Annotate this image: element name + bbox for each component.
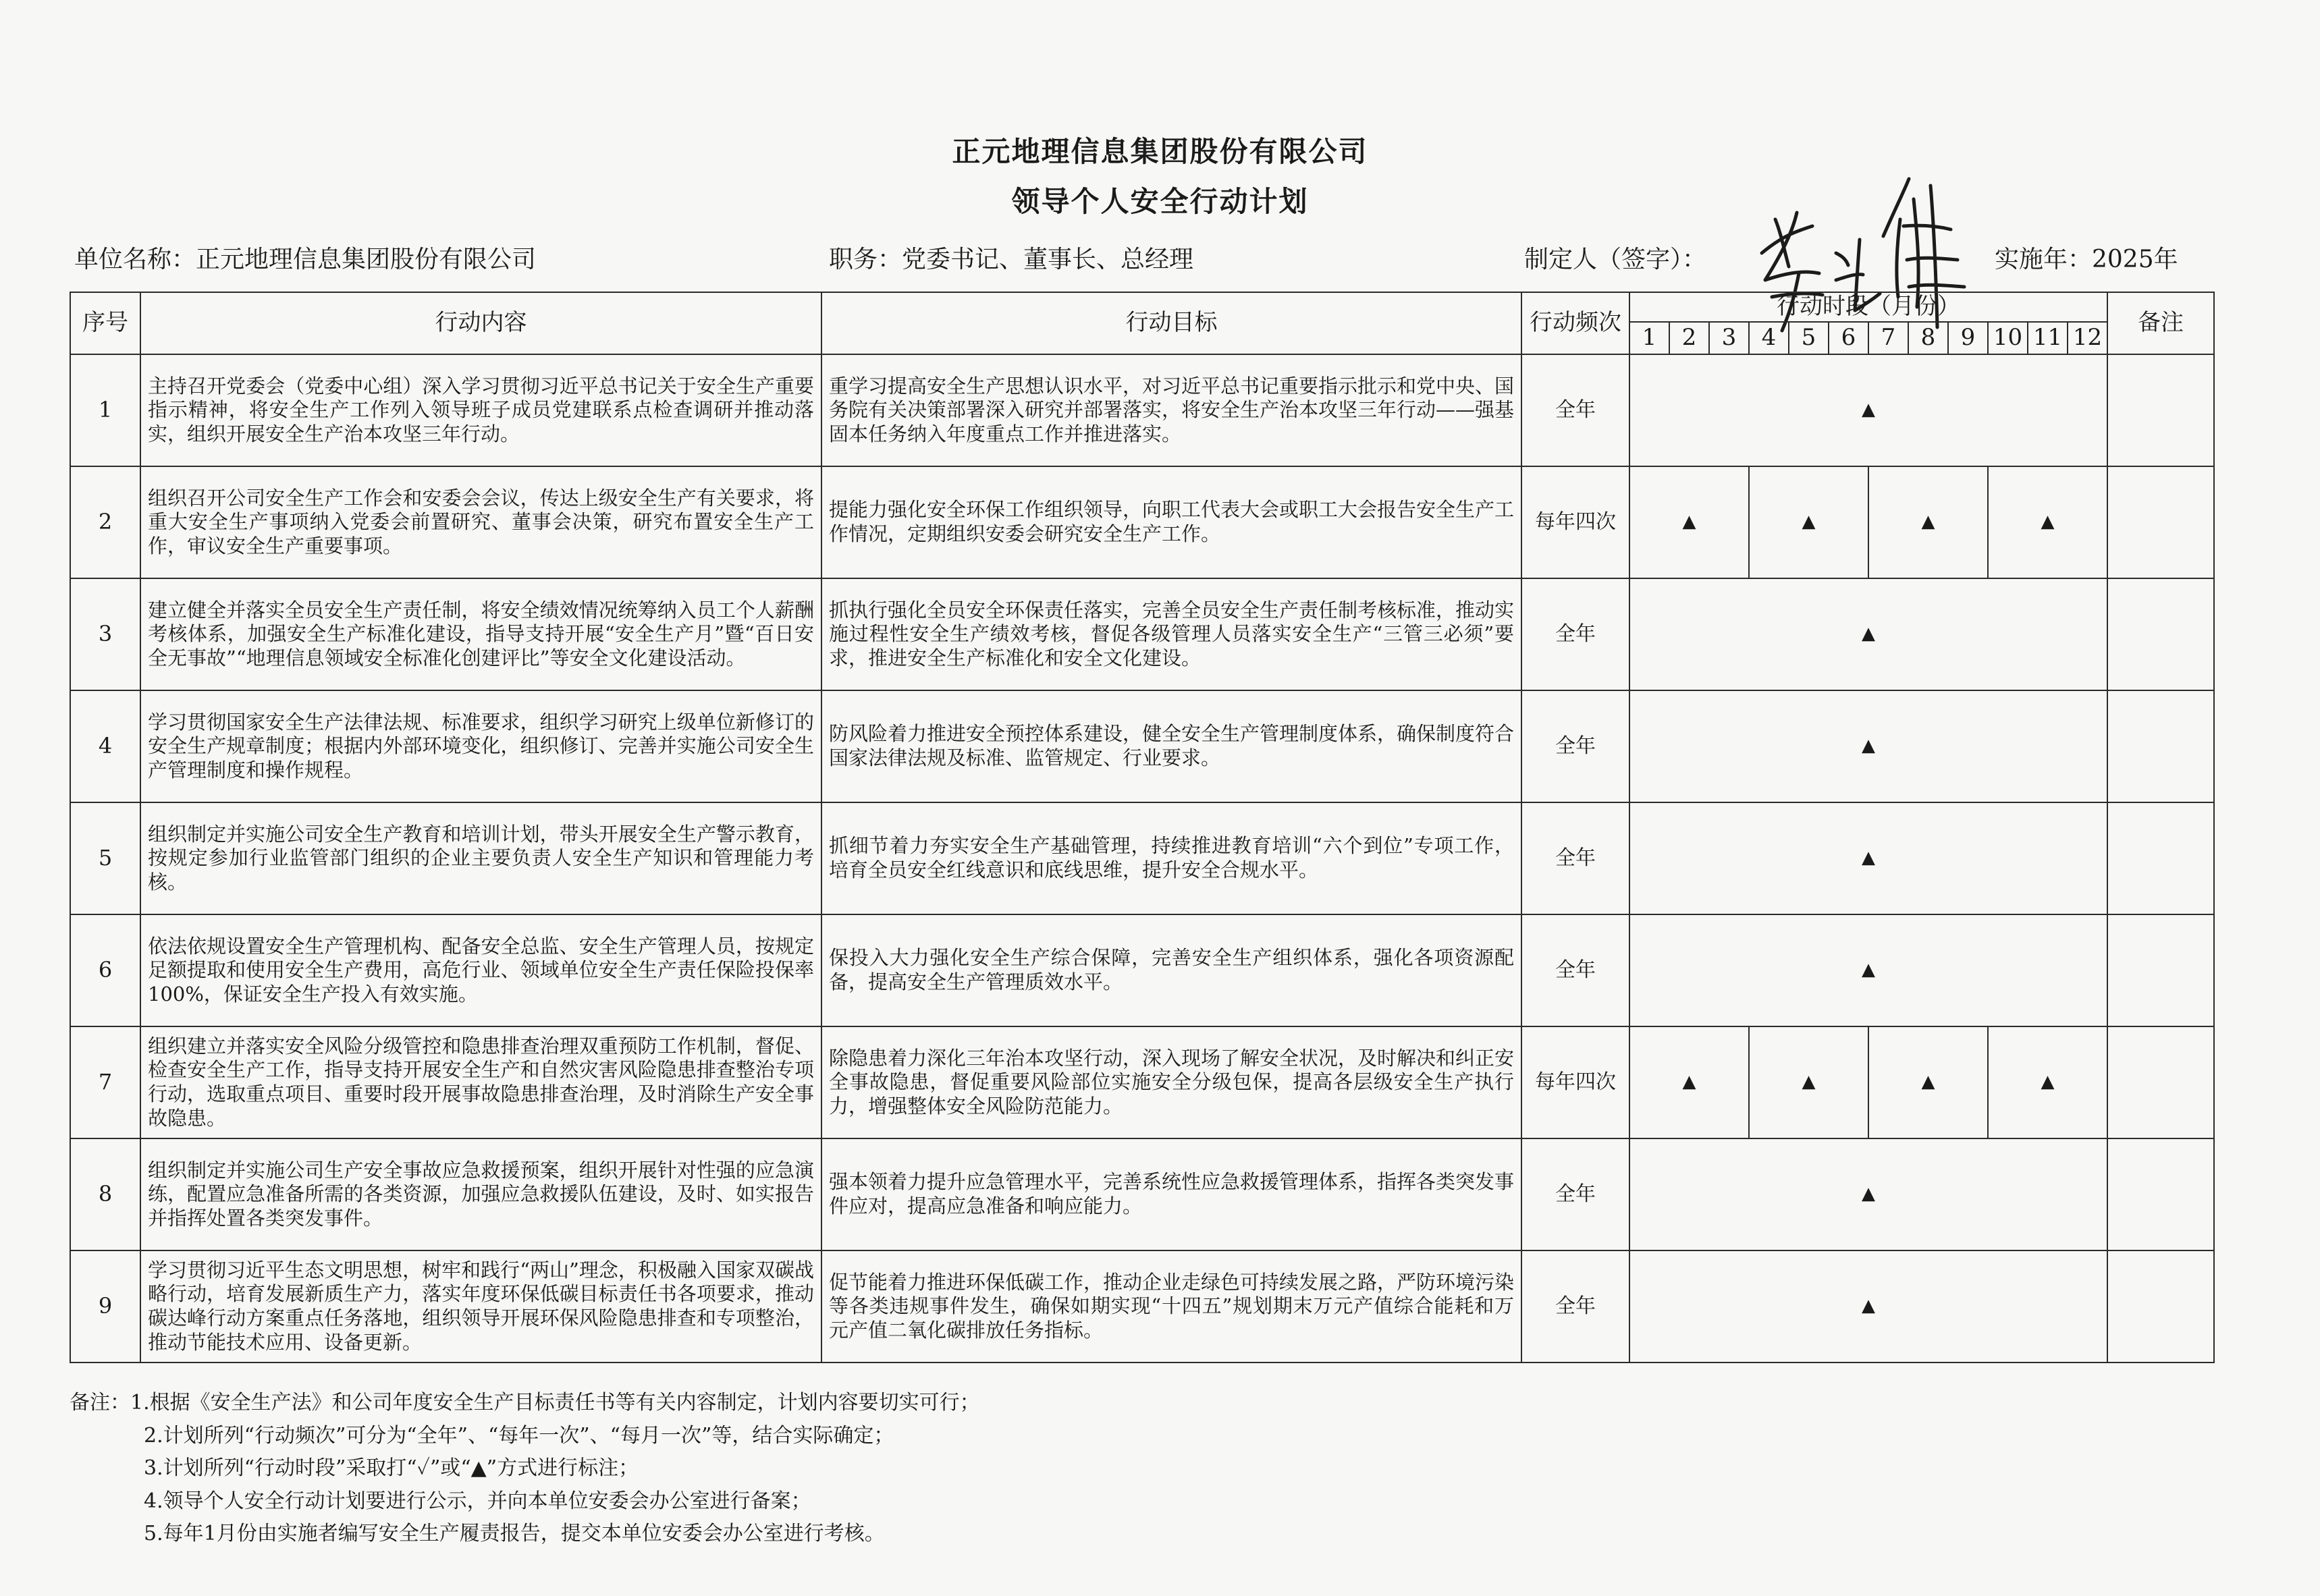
header-frequency: 行动频次 — [1521, 292, 1629, 354]
row-index: 9 — [70, 1250, 140, 1363]
row-content: 组织建立并落实安全风险分级管控和隐患排查治理双重预防工作机制，督促、检查安全生产工作，指导支持开展安全生产和自然灾害风险隐患排查整治专项行动，选取重点项目、重要时段开展事故隐患排查治理，及时消除生产安全事故隐患。 — [140, 1026, 821, 1138]
period-marker-quarter: ▲ — [1988, 1026, 2107, 1138]
header-content: 行动内容 — [140, 292, 821, 354]
period-marker-quarter: ▲ — [1749, 1026, 1868, 1138]
period-marker: ▲ — [1629, 1250, 2107, 1363]
notes-section — [70, 1387, 980, 1551]
table-row — [70, 578, 2214, 690]
row-remarks — [2107, 690, 2214, 802]
period-marker-quarter: ▲ — [1629, 1026, 1749, 1138]
row-index: 1 — [70, 354, 140, 466]
row-content: 组织制定并实施公司安全生产教育和培训计划，带头开展安全生产警示教育，按规定参加行业监管部门组织的企业主要负责人安全生产知识和管理能力考核。 — [140, 802, 821, 914]
header-month: 8 — [1908, 322, 1948, 354]
row-remarks — [2107, 1250, 2214, 1363]
period-marker-quarter: ▲ — [1868, 1026, 1988, 1138]
header-month: 7 — [1868, 322, 1908, 354]
period-marker-quarter: ▲ — [1629, 466, 1749, 578]
plan-table-body — [70, 354, 2214, 1363]
row-frequency: 全年 — [1521, 802, 1629, 914]
row-content: 组织召开公司安全生产工作会和安委会会议，传达上级安全生产有关要求，将重大安全生产事项纳入党委会前置研究、董事会决策，研究布置安全生产工作，审议安全生产重要事项。 — [140, 466, 821, 578]
header-month: 9 — [1948, 322, 1988, 354]
row-frequency: 全年 — [1521, 1250, 1629, 1363]
unit-name: 单位名称：正元地理信息集团股份有限公司 — [74, 246, 537, 273]
table-row — [70, 354, 2214, 466]
period-marker: ▲ — [1629, 1138, 2107, 1250]
row-frequency: 全年 — [1521, 690, 1629, 802]
table-row — [70, 802, 2214, 914]
maker-signature-label: 制定人（签字）： — [1524, 246, 1707, 273]
table-row — [70, 466, 2214, 578]
row-goal: 防风险着力推进安全预控体系建设，健全安全生产管理制度体系，确保制度符合国家法律法规及标准、监管规定、行业要求。 — [821, 690, 1521, 802]
header-month: 11 — [2028, 322, 2068, 354]
row-content: 学习贯彻国家安全生产法律法规、标准要求，组织学习研究上级单位新修订的安全生产规章制度；根据内外部环境变化，组织修订、完善并实施公司安全生产管理制度和操作规程。 — [140, 690, 821, 802]
header-month: 4 — [1749, 322, 1789, 354]
period-marker-quarter: ▲ — [1988, 466, 2107, 578]
note-item: 4.领导个人安全行动计划要进行公示，并向本单位安委会办公室进行备案； — [144, 1489, 811, 1513]
row-index: 7 — [70, 1026, 140, 1138]
row-goal: 促节能着力推进环保低碳工作，推动企业走绿色可持续发展之路，严防环境污染等各类违规事件发生，确保如期实现“十四五”规划期末万元产值综合能耗和万元产值二氧化碳排放任务指标。 — [821, 1250, 1521, 1363]
header-remarks: 备注 — [2107, 292, 2214, 354]
document-subtitle: 领导个人安全行动计划 — [1011, 185, 1309, 218]
row-frequency: 全年 — [1521, 1138, 1629, 1250]
row-remarks — [2107, 1026, 2214, 1138]
row-goal: 重学习提高安全生产思想认识水平，对习近平总书记重要指示批示和党中央、国务院有关决策部署深入研究并部署落实，将安全生产治本攻坚三年行动——强基固本任务纳入年度重点工作并推进落实。 — [821, 354, 1521, 466]
row-index: 8 — [70, 1138, 140, 1250]
row-index: 2 — [70, 466, 140, 578]
row-content: 建立健全并落实全员安全生产责任制，将安全绩效情况统筹纳入员工个人薪酬考核体系，加强安全生产标准化建设，指导支持开展“安全生产月”暨“百日安全无事故”“地理信息领域安全标准化创建评比”等安全文化建设活动。 — [140, 578, 821, 690]
table-row — [70, 1026, 2214, 1138]
header-month: 6 — [1829, 322, 1868, 354]
row-remarks — [2107, 802, 2214, 914]
table-row — [70, 1250, 2214, 1363]
note-item: 备注：1.根据《安全生产法》和公司年度安全生产目标责任书等有关内容制定，计划内容要切实可行； — [70, 1387, 980, 1420]
note-item: 2.计划所列“行动频次”可分为“全年”、“每年一次”、“每月一次”等，结合实际确定； — [144, 1423, 894, 1448]
header-month: 3 — [1709, 322, 1749, 354]
row-content: 学习贯彻习近平生态文明思想，树牢和践行“两山”理念，积极融入国家双碳战略行动，培育发展新质生产力，落实年度环保低碳目标责任书各项要求，推动碳达峰行动方案重点任务落地，组织领导开展环保风险隐患排查和专项整治，推动节能技术应用、设备更新。 — [140, 1250, 821, 1363]
note-item: 3.计划所列“行动时段”采取打“✓”或“▲”方式进行标注； — [144, 1456, 639, 1481]
note-item: 5.每年1月份由实施者编写安全生产履责报告，提交本单位安委会办公室进行考核。 — [144, 1522, 885, 1546]
row-remarks — [2107, 354, 2214, 466]
row-goal: 提能力强化安全环保工作组织领导，向职工代表大会或职工大会报告安全生产工作情况，定期组织安委会研究安全生产工作。 — [821, 466, 1521, 578]
header-month: 5 — [1789, 322, 1829, 354]
row-goal: 强本领着力提升应急管理水平，完善系统性应急救援管理体系，指挥各类突发事件应对，提高应急准备和响应能力。 — [821, 1138, 1521, 1250]
table-row — [70, 914, 2214, 1026]
row-goal: 抓细节着力夯实安全生产基础管理，持续推进教育培训“六个到位”专项工作，培育全员安全红线意识和底线思维，提升安全合规水平。 — [821, 802, 1521, 914]
row-index: 3 — [70, 578, 140, 690]
row-content: 组织制定并实施公司生产安全事故应急救援预案，组织开展针对性强的应急演练，配置应急准备所需的各类资源，加强应急救援队伍建设，及时、如实报告并指挥处置各类突发事件。 — [140, 1138, 821, 1250]
row-remarks — [2107, 466, 2214, 578]
period-marker: ▲ — [1629, 354, 2107, 466]
action-plan-table — [70, 292, 2215, 1363]
header-goal: 行动目标 — [821, 292, 1521, 354]
header-month: 1 — [1629, 322, 1669, 354]
row-index: 6 — [70, 914, 140, 1026]
period-marker: ▲ — [1629, 578, 2107, 690]
header-period: 行动时段（月份） — [1629, 292, 2107, 322]
header-index: 序号 — [70, 292, 140, 354]
header-month: 2 — [1669, 322, 1709, 354]
row-content: 主持召开党委会（党委中心组）深入学习贯彻习近平总书记关于安全生产重要指示精神，将安全生产工作列入领导班子成员党建联系点检查调研并推动落实，组织开展安全生产治本攻坚三年行动。 — [140, 354, 821, 466]
period-marker: ▲ — [1629, 690, 2107, 802]
row-goal: 除隐患着力深化三年治本攻坚行动，深入现场了解安全状况，及时解决和纠正安全事故隐患，督促重要风险部位实施安全分级包保，提高各层级安全生产执行力，增强整体安全风险防范能力。 — [821, 1026, 1521, 1138]
row-remarks — [2107, 1138, 2214, 1250]
row-goal: 抓执行强化全员安全环保责任落实，完善全员安全生产责任制考核标准，推动实施过程性安全生产绩效考核，督促各级管理人员落实安全生产“三管三必须”要求，推进安全生产标准化和安全文化建设。 — [821, 578, 1521, 690]
job-position: 职务：党委书记、董事长、总经理 — [829, 246, 1194, 273]
row-frequency: 全年 — [1521, 354, 1629, 466]
period-marker: ▲ — [1629, 914, 2107, 1026]
row-remarks — [2107, 914, 2214, 1026]
table-row — [70, 690, 2214, 802]
row-index: 5 — [70, 802, 140, 914]
table-row — [70, 1138, 2214, 1250]
row-frequency: 全年 — [1521, 914, 1629, 1026]
row-index: 4 — [70, 690, 140, 802]
period-marker-quarter: ▲ — [1749, 466, 1868, 578]
row-content: 依法依规设置安全生产管理机构、配备安全总监、安全生产管理人员，按规定足额提取和使用安全生产费用，高危行业、领域单位安全生产责任保险投保率100%，保证安全生产投入有效实施。 — [140, 914, 821, 1026]
row-frequency: 每年四次 — [1521, 1026, 1629, 1138]
period-marker: ▲ — [1629, 802, 2107, 914]
implementation-year: 实施年：2025年 — [1995, 246, 2178, 273]
header-month: 10 — [1988, 322, 2028, 354]
row-remarks — [2107, 578, 2214, 690]
row-frequency: 全年 — [1521, 578, 1629, 690]
notes-label: 备注： — [70, 1391, 130, 1414]
header-month: 12 — [2068, 322, 2107, 354]
document-title: 正元地理信息集团股份有限公司 — [952, 135, 1368, 168]
row-frequency: 每年四次 — [1521, 466, 1629, 578]
period-marker-quarter: ▲ — [1868, 466, 1988, 578]
row-goal: 保投入大力强化安全生产综合保障，完善安全生产组织体系，强化各项资源配备，提高安全生产管理质效水平。 — [821, 914, 1521, 1026]
